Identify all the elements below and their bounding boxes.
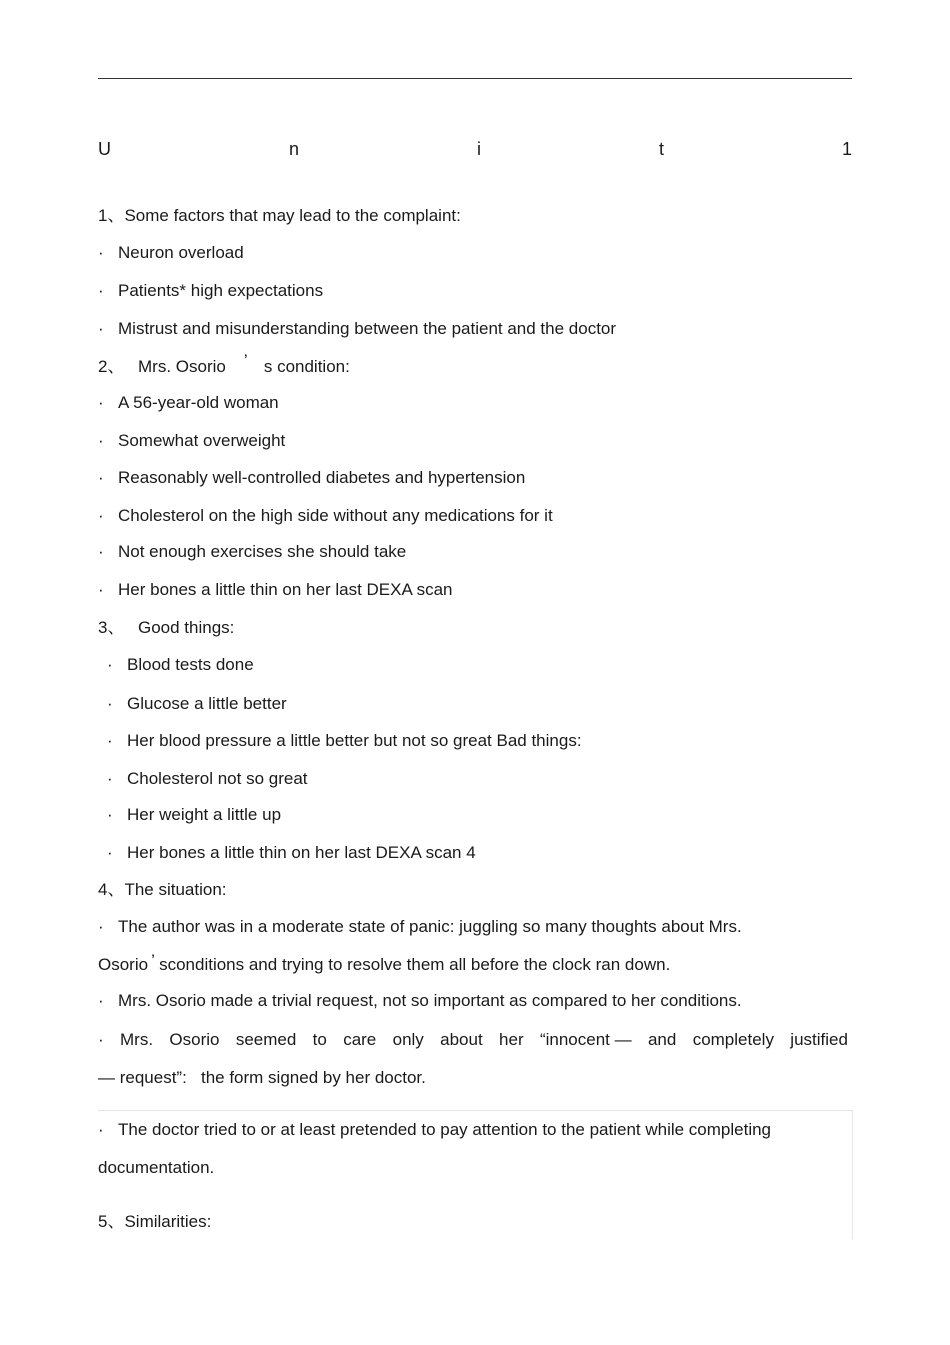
- section5-heading: 5、Similarities:: [98, 1212, 212, 1231]
- bullet-dot: ·: [98, 506, 104, 525]
- bullet-dot: ·: [98, 431, 104, 450]
- section-number: 3、: [98, 618, 125, 637]
- item-text: Neuron overload: [118, 243, 244, 262]
- bullet-dot: ·: [107, 731, 113, 750]
- section4-item-continuation: — request”: the form signed by her doctor.: [98, 1068, 426, 1087]
- word: and: [647, 1030, 677, 1049]
- apostrophe: ’: [151, 951, 155, 970]
- item-text: Mrs. Osorio made a trivial request, not so important as compared to her conditions.: [118, 991, 742, 1010]
- section3-heading: [98, 618, 234, 638]
- section3-item: [98, 843, 476, 863]
- item-text: Glucose a little better: [127, 694, 287, 713]
- patient-name: Osorio: [98, 955, 149, 974]
- bullet-dot: ·: [98, 319, 104, 338]
- item-text: The doctor tried to or at least pretended to pay attention to the patient while completing: [118, 1120, 772, 1139]
- bullet-dot: ·: [98, 542, 104, 561]
- word: ·: [98, 1030, 104, 1049]
- item-text: Blood tests done: [127, 655, 254, 674]
- item-text: A 56-year-old woman: [118, 393, 279, 412]
- bullet-dot: ·: [98, 917, 104, 936]
- item-text: Patients* high expectations: [118, 281, 324, 300]
- word: justified: [790, 1030, 848, 1049]
- section2-heading-rest: s condition:: [263, 357, 350, 376]
- word: seemed: [235, 1030, 297, 1049]
- unit-title-letter: U: [98, 139, 111, 159]
- section1-item: [98, 243, 244, 263]
- section2-item: [98, 506, 553, 526]
- section3-item: [98, 694, 287, 714]
- bullet-dot: ·: [98, 281, 104, 300]
- item-text: Reasonably well-controlled diabetes and hypertension: [118, 468, 526, 487]
- bullet-dot: ·: [98, 991, 104, 1010]
- section3-item: [98, 805, 281, 825]
- bullet-dot: ·: [107, 843, 113, 862]
- section1-item: [98, 281, 323, 301]
- item-text: Cholesterol not so great: [127, 769, 308, 788]
- section2-item: [98, 431, 285, 451]
- section1-item: [98, 319, 616, 339]
- section-number: 2、: [98, 357, 125, 376]
- unit-title-letter: t: [658, 139, 664, 159]
- bullet-dot: ·: [107, 655, 113, 674]
- word: about: [440, 1030, 483, 1049]
- item-text: Her weight a little up: [127, 805, 282, 824]
- unit-title: [98, 139, 852, 159]
- word: Mrs.: [120, 1030, 154, 1049]
- section3-item: [98, 769, 308, 789]
- bullet-dot: ·: [107, 805, 113, 824]
- bullet-dot: ·: [107, 769, 113, 788]
- section3-heading-text: Good things:: [138, 618, 235, 637]
- apostrophe: ’: [243, 351, 248, 370]
- item-text: Not enough exercises she should take: [118, 542, 407, 561]
- word: “innocent —: [539, 1030, 632, 1049]
- section1-heading: 1、Some factors that may lead to the complaint:: [98, 206, 461, 225]
- bullet-dot: ·: [107, 694, 113, 713]
- section3-item: [98, 655, 254, 675]
- section4-item: [98, 991, 742, 1011]
- section4-heading: 4、The situation:: [98, 880, 227, 899]
- word: Osorio: [169, 1030, 220, 1049]
- unit-title-letter: 1: [841, 139, 852, 159]
- section4-item: [98, 917, 742, 937]
- unit-title-letter: i: [476, 139, 481, 159]
- patient-name: Mrs. Osorio: [138, 357, 226, 376]
- unit-title-letter: n: [288, 139, 299, 159]
- section4-item-continuation: [98, 951, 671, 975]
- bullet-dot: ·: [98, 393, 104, 412]
- word: completely: [692, 1030, 774, 1049]
- bullet-dot: ·: [98, 1120, 104, 1139]
- word: to: [312, 1030, 327, 1049]
- section4-justified-line: [98, 1030, 848, 1050]
- bullet-dot: ·: [98, 468, 104, 487]
- section2-item: [98, 468, 525, 488]
- item-text: The author was in a moderate state of panic: juggling so many thoughts about Mrs.: [118, 917, 742, 936]
- word: care: [343, 1030, 377, 1049]
- item-text: Somewhat overweight: [118, 431, 286, 450]
- section2-item: [98, 393, 279, 413]
- item-text: Her blood pressure a little better but not so great Bad things:: [127, 731, 582, 750]
- section4-item: [98, 1120, 771, 1140]
- item-text: Cholesterol on the high side without any medications for it: [118, 506, 553, 525]
- top-rule: [98, 78, 852, 79]
- item-text: Her bones a little thin on her last DEXA scan: [118, 580, 453, 599]
- section3-item: [98, 731, 582, 751]
- word: her: [499, 1030, 524, 1049]
- item-text: sconditions and trying to resolve them all before the clock ran down.: [159, 955, 671, 974]
- item-text: Her bones a little thin on her last DEXA scan 4: [127, 843, 476, 862]
- word: only: [392, 1030, 424, 1049]
- section2-item: [98, 542, 406, 562]
- bullet-dot: ·: [98, 243, 104, 262]
- section4-item-continuation: documentation.: [98, 1158, 215, 1177]
- section2-heading: [98, 351, 350, 377]
- section2-item: [98, 580, 453, 600]
- bullet-dot: ·: [98, 580, 104, 599]
- item-text: Mistrust and misunderstanding between the patient and the doctor: [118, 319, 617, 338]
